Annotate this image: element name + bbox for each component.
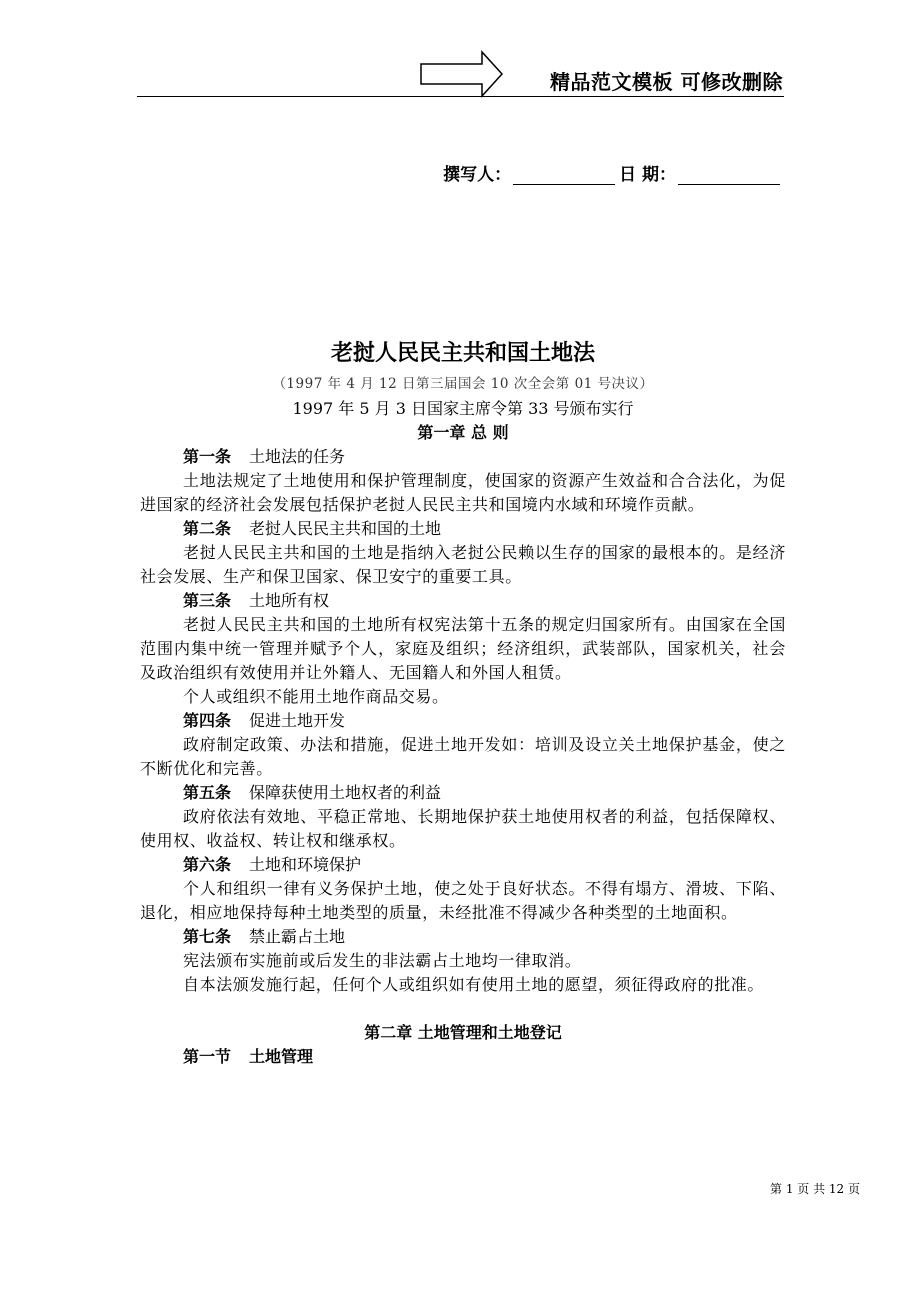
article-paragraph: 土地法规定了土地使用和保护管理制度，使国家的资源产生效益和合合法化，为促进国家的经济社会发展包括保护老挝人民民主共和国境内水域和环境作贡献。 xyxy=(140,471,786,514)
article-heading xyxy=(140,853,786,877)
article-paragraph: 老挝人民民主共和国的土地是指纳入老挝公民赖以生存的国家的最根本的。是经济社会发展、生产和保卫国家、保卫安宁的重要工具。 xyxy=(140,543,786,586)
article-paragraph: 老挝人民民主共和国的土地所有权宪法第十五条的规定归国家所有。由国家在全国范围内集中统一管理并赋予个人，家庭及组织；经济组织，武装部队，国家机关，社会及政治组织有效使用并让外籍人、无国籍人和外国人租赁。 xyxy=(140,615,786,682)
article-number: 第三条 xyxy=(183,591,232,610)
document-subtitle: （1997 年 4 月 12 日第三届国会 10 次全会第 01 号决议） xyxy=(272,376,654,392)
page-header xyxy=(0,0,920,110)
article-heading xyxy=(140,589,786,613)
arrow-icon xyxy=(420,50,504,98)
article-heading xyxy=(140,517,786,541)
article xyxy=(140,517,786,589)
article xyxy=(140,589,786,709)
header-divider xyxy=(137,96,784,97)
article-number: 第一条 xyxy=(183,447,232,466)
article-paragraph: 个人或组织不能用土地作商品交易。 xyxy=(183,687,449,706)
article-paragraph: 自本法颁发施行起，任何个人或组织如有使用土地的愿望，须征得政府的批准。 xyxy=(183,975,765,994)
chapter-1-title: 第一章 总 则 xyxy=(417,423,509,442)
article-heading xyxy=(140,445,786,469)
date-blank-field[interactable] xyxy=(678,166,780,185)
article-title: 土地所有权 xyxy=(249,591,330,610)
page-number: 第 1 页 共 12 页 xyxy=(770,1182,860,1196)
article-number: 第四条 xyxy=(183,711,232,730)
section-number: 第一节 xyxy=(183,1047,232,1066)
article-title: 土地法的任务 xyxy=(249,447,346,466)
article-number: 第五条 xyxy=(183,783,232,802)
article xyxy=(140,709,786,781)
section-heading xyxy=(140,1045,786,1069)
article-heading xyxy=(140,925,786,949)
document-title: 老挝人民民主共和国土地法 xyxy=(330,341,595,366)
author-date-line xyxy=(443,160,782,185)
article xyxy=(140,853,786,925)
article-title: 保障获使用土地权者的利益 xyxy=(249,783,442,802)
article-number: 第六条 xyxy=(183,855,232,874)
article-heading xyxy=(140,709,786,733)
author-label: 撰写人： xyxy=(443,165,512,185)
article-number: 第二条 xyxy=(183,519,232,538)
article-title: 促进土地开发 xyxy=(249,711,346,730)
article-paragraph: 个人和组织一律有义务保护土地，使之处于良好状态。不得有塌方、滑坡、下陷、退化，相应地保持每种土地类型的质量，未经批准不得减少各种类型的土地面积。 xyxy=(140,879,786,922)
article-title: 禁止霸占土地 xyxy=(249,927,346,946)
article-paragraph: 宪法颁布实施前或后发生的非法霸占土地均一律取消。 xyxy=(183,951,582,970)
article-heading xyxy=(140,781,786,805)
chapter-2-title: 第二章 土地管理和土地登记 xyxy=(364,1023,562,1042)
section-title: 土地管理 xyxy=(249,1047,314,1066)
article xyxy=(140,445,786,517)
promulgation-line: 1997 年 5 月 3 日国家主席令第 33 号颁布实行 xyxy=(292,399,634,418)
article-number: 第七条 xyxy=(183,927,232,946)
document-body xyxy=(140,336,786,1069)
author-blank-field[interactable] xyxy=(513,166,615,185)
brand-text: 精品范文模板 可修改删除 xyxy=(550,70,783,94)
article xyxy=(140,925,786,997)
article-paragraph: 政府依法有效地、平稳正常地、长期地保护获土地使用权者的利益，包括保障权、使用权、收益权、转让权和继承权。 xyxy=(140,807,786,850)
article-title: 老挝人民民主共和国的土地 xyxy=(249,519,442,538)
article xyxy=(140,781,786,853)
date-label: 日 期： xyxy=(619,165,676,185)
article-title: 土地和环境保护 xyxy=(249,855,362,874)
article-paragraph: 政府制定政策、办法和措施，促进土地开发如：培训及设立关土地保护基金，使之不断优化和完善。 xyxy=(140,735,786,778)
